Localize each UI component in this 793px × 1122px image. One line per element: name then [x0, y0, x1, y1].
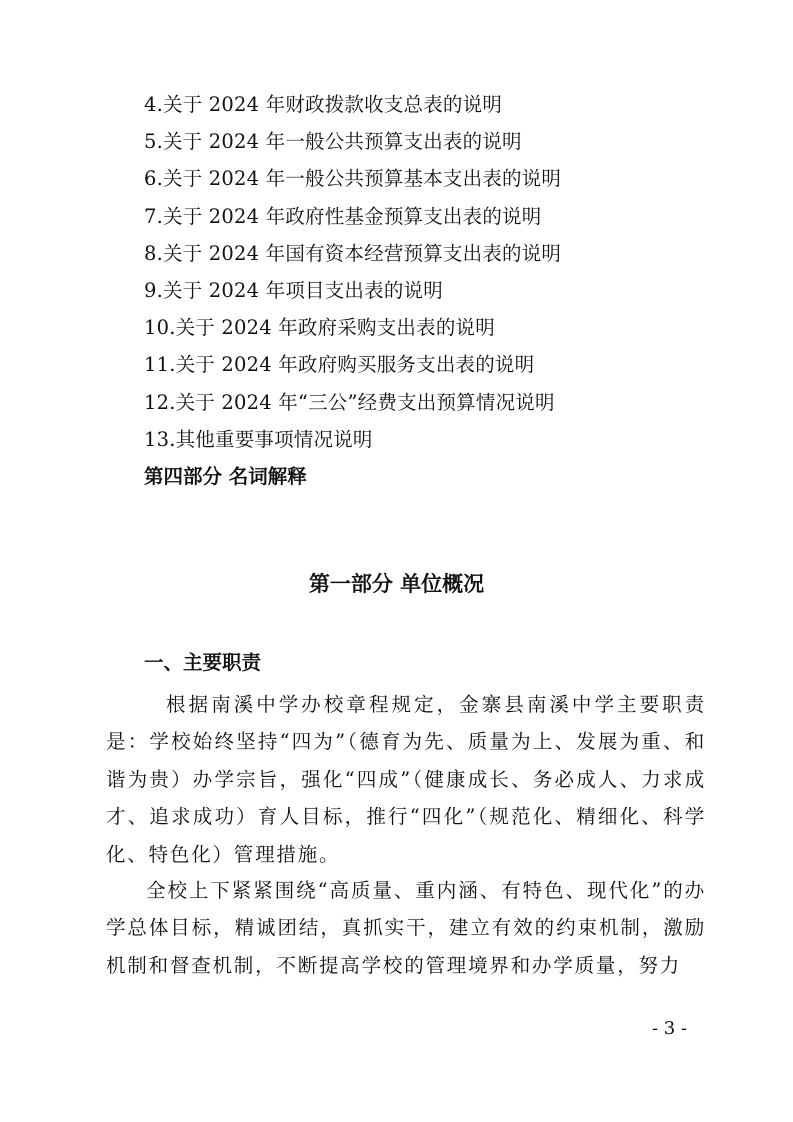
toc-item: 7.关于 2024 年政府性基金预算支出表的说明	[144, 204, 542, 228]
toc-part-four-heading: 第四部分 名词解释	[144, 464, 307, 488]
body-paragraph: 根据南溪中学办校章程规定，金寨县南溪中学主要职责是：学校始终坚持“四为”（德育为先、质量为上、发展为重、和谐为贵）办学宗旨，强化“四成”（健康成长、务必成人、力求成才、追求成功）育人目标，推行“四化”（规范化、精细化、科学化、特色化）管理措施。	[106, 693, 706, 866]
toc-item: 8.关于 2024 年国有资本经营预算支出表的说明	[144, 241, 562, 265]
page-number: - 3 -	[651, 1018, 687, 1039]
toc-item: 9.关于 2024 年项目支出表的说明	[144, 278, 443, 302]
toc-item: 5.关于 2024 年一般公共预算支出表的说明	[144, 130, 522, 154]
section-heading-main-duties: 一、主要职责	[144, 651, 262, 674]
body-paragraph: 全校上下紧紧围绕“高质量、重内涵、有特色、现代化”的办学总体目标，精诚团结，真抓实干，建立有效的约束机制，激励机制和督查机制，不断提高学校的管理境界和办学质量，努力	[106, 879, 706, 977]
toc-item: 11.关于 2024 年政府购买服务支出表的说明	[144, 353, 535, 377]
toc-item: 10.关于 2024 年政府采购支出表的说明	[144, 316, 495, 340]
part-one-title: 第一部分 单位概况	[308, 572, 485, 596]
toc-item: 12.关于 2024 年“三公”经费支出预算情况说明	[144, 390, 555, 414]
toc-item: 13.其他重要事项情况说明	[144, 427, 373, 451]
toc-item: 4.关于 2024 年财政拨款收支总表的说明	[144, 93, 503, 116]
toc-item: 6.关于 2024 年一般公共预算基本支出表的说明	[144, 167, 562, 191]
table-of-contents	[144, 86, 561, 495]
